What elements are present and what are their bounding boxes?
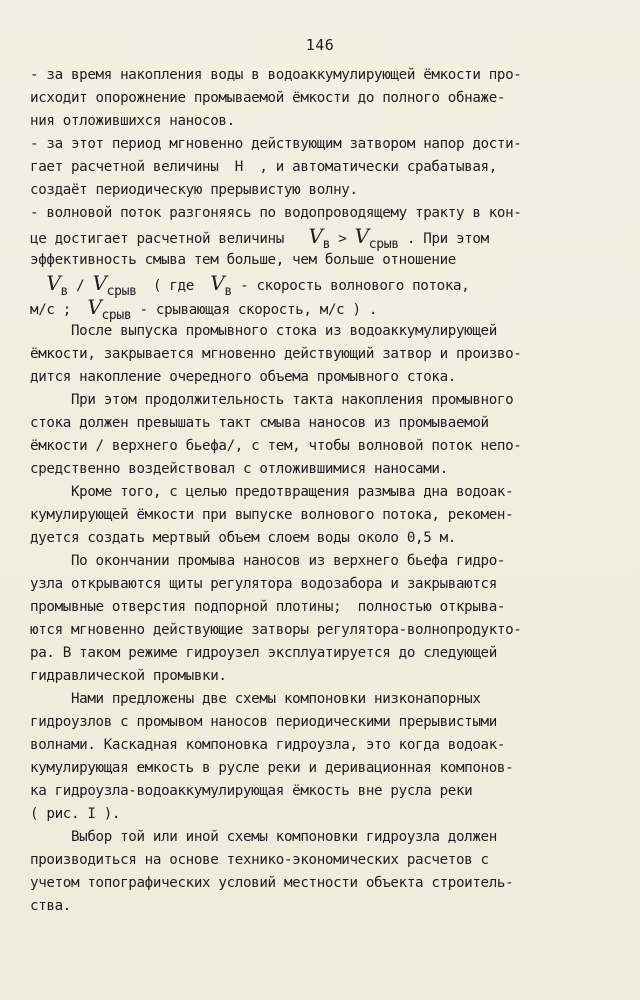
formula-text: - скорость волнового потока, — [231, 278, 470, 294]
text-line: гидравлической промывки. — [30, 668, 227, 684]
subscript: в — [224, 284, 232, 299]
text-line: волнами. Каскадная компоновка гидроузла, это когда водоак- — [30, 737, 506, 753]
subscript: срыв — [106, 284, 137, 299]
subscript: срыв — [101, 308, 132, 323]
text-line: средственно воздействовал с отложившимися наносами. — [30, 461, 448, 477]
text-line: Кроме того, с целью предотвращения размыва дна водоак- — [30, 484, 514, 500]
formula-text: ( где — [136, 278, 211, 294]
text-line: кумулирующая емкость в русле реки и деривационная компонов- — [30, 760, 514, 776]
velocity-symbol: V — [210, 271, 225, 295]
text-line: производиться на основе технико-экономических расчетов с — [30, 852, 489, 868]
text-line: ются мгновенно действующие затворы регулятора-волнопродукто- — [30, 622, 522, 638]
text-line: ния отложившихся наносов. — [30, 113, 235, 129]
page-number: 146 — [305, 36, 335, 54]
velocity-symbol: V — [308, 224, 323, 248]
text-line: Выбор той или иной схемы компоновки гидроузла должен — [30, 829, 497, 845]
text-line: гидроузлов с промывом наносов периодическими прерывистыми — [30, 714, 497, 730]
velocity-symbol: V — [87, 295, 102, 319]
text-line: ра. В таком режиме гидроузел эксплуатируется до следующей — [30, 645, 497, 661]
text-line: После выпуска промывного стока из водоаккумулирующей — [30, 323, 497, 339]
body-text — [30, 64, 616, 918]
text-line: дится накопление очередного объема промывного стока. — [30, 369, 456, 385]
text-line: стока должен превышать такт смыва наносов из промываемой — [30, 415, 489, 431]
text-line: кумулирующей ёмкости при выпуске волнового потока, рекомен- — [30, 507, 514, 523]
text-line: промывные отверстия подпорной плотины; полностью открыва- — [30, 599, 506, 615]
text-line: По окончании промыва наносов из верхнего бьефа гидро- — [30, 553, 506, 569]
text-line: дуется создать мертвый объем слоем воды около 0,5 м. — [30, 530, 456, 546]
formula-text: . При этом — [398, 231, 489, 247]
formula-line — [30, 295, 616, 323]
text-line: - волновой поток разгоняясь по водопроводящему тракту в кон- — [30, 205, 522, 221]
text-line: ёмкости, закрывается мгновенно действующий затвор и произво- — [30, 346, 522, 362]
text-line: создаёт периодическую прерывистую волну. — [30, 182, 358, 198]
formula-text: м/с ; — [30, 302, 88, 318]
text-line: ства. — [30, 898, 71, 914]
subscript: в — [322, 237, 331, 252]
text-line: - за время накопления воды в водоаккумулирующей ёмкости про- — [30, 67, 522, 83]
text-line: исходит опорожнение промываемой ёмкости до полного обнаже- — [30, 90, 506, 106]
text-line: гает расчетной величины Н , и автоматически срабатывая, — [30, 159, 497, 175]
text-line: ( рис. I ). — [30, 806, 121, 822]
formula-line — [30, 224, 616, 252]
velocity-symbol: V — [354, 224, 369, 248]
subscript: в — [60, 284, 68, 299]
text-line: учетом топографических условий местности объекта строитель- — [30, 875, 514, 891]
text-line: ёмкости / верхнего бьефа/, с тем, чтобы волновой поток непо- — [30, 438, 522, 454]
text-line: При этом продолжительность такта накопления промывного — [30, 392, 514, 408]
formula-text: - срывающая скорость, м/с ) . — [131, 302, 378, 318]
ratio-slash: / — [67, 278, 93, 294]
text-line: узла открываются щиты регулятора водозабора и закрываются — [30, 576, 497, 592]
text-line: ка гидроузла-водоаккумулирующая ёмкость вне русла реки — [30, 783, 473, 799]
subscript: срыв — [368, 237, 399, 252]
velocity-symbol: V — [46, 271, 61, 295]
text-line: эффективность смыва тем больше, чем больше отношение — [30, 252, 456, 268]
text-line: - за этот период мгновенно действующим затвором напор дости- — [30, 136, 522, 152]
formula-text: це достигает расчетной величины — [30, 231, 309, 247]
velocity-symbol: V — [92, 271, 107, 295]
greater-than-sign: > — [330, 231, 355, 247]
formula-line — [30, 271, 616, 299]
text-line: Нами предложены две схемы компоновки низконапорных — [30, 691, 481, 707]
